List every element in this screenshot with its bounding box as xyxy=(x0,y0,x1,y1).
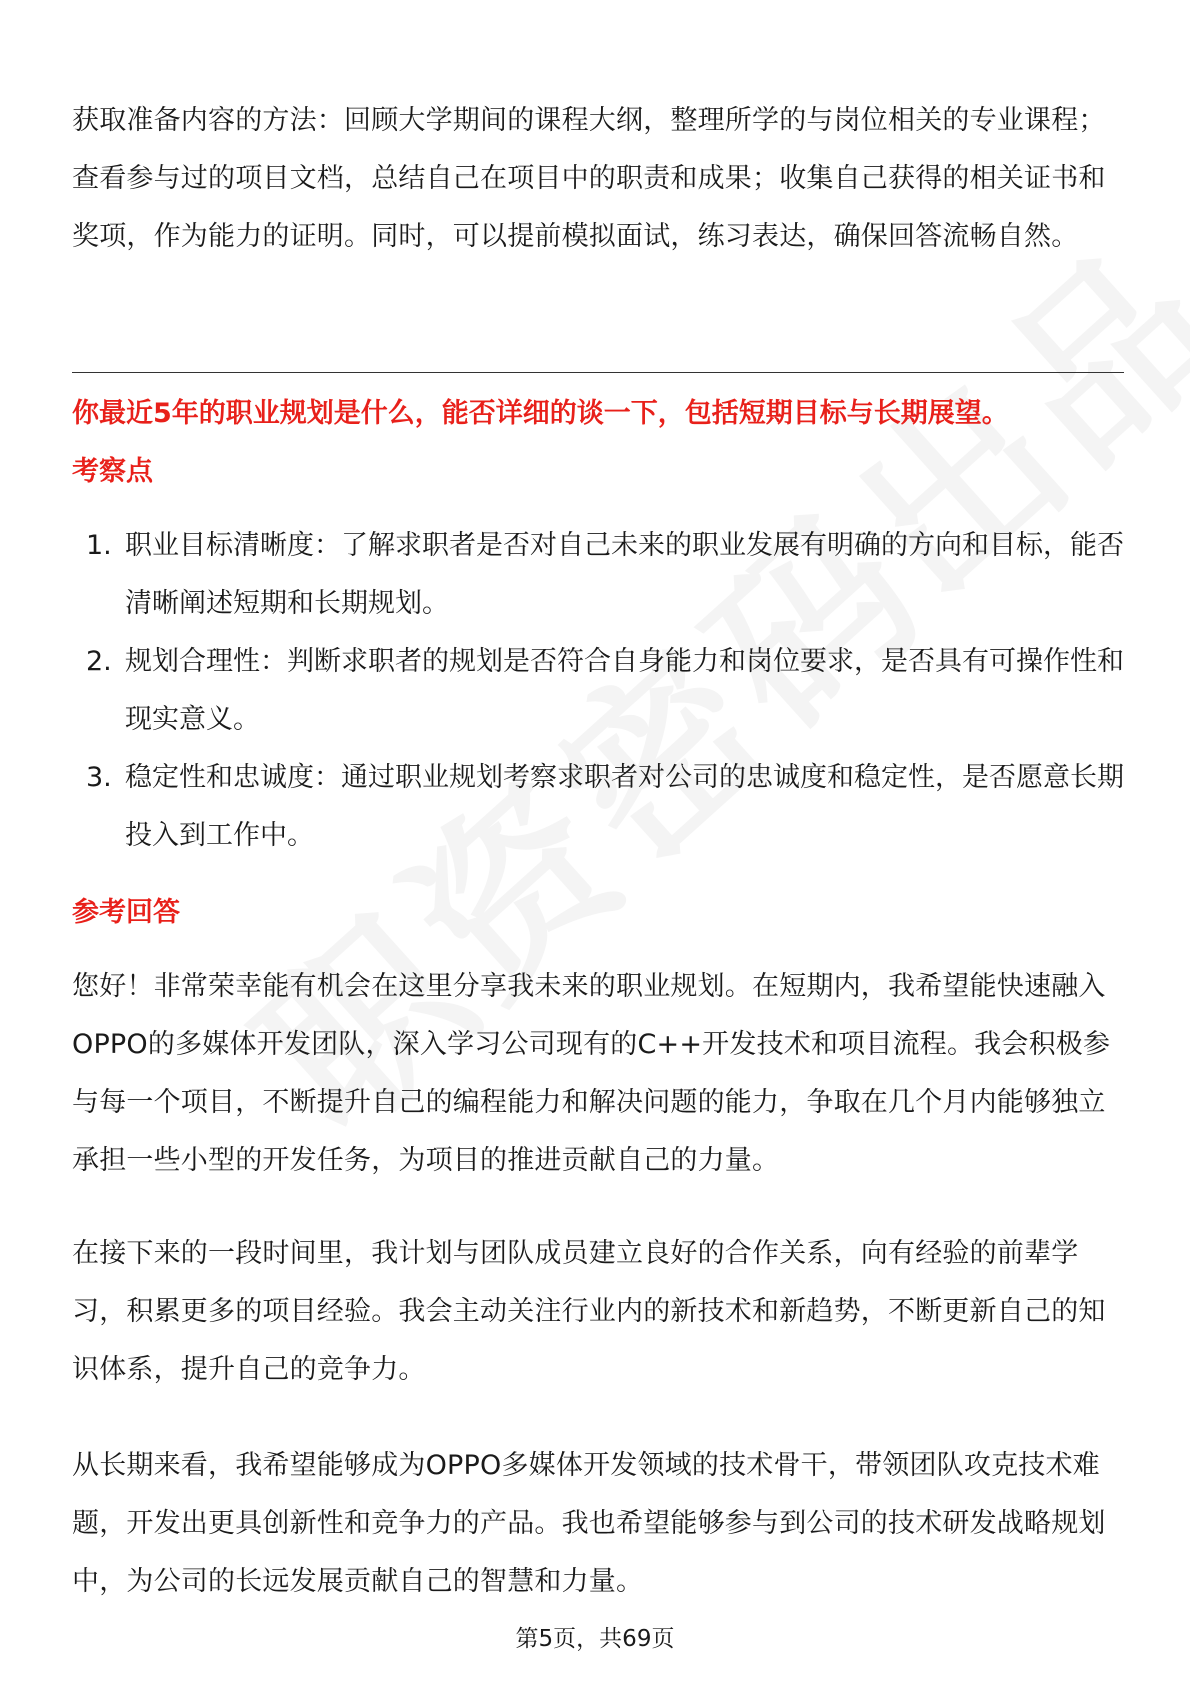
answer-paragraph-1: 您好！非常荣幸能有机会在这里分享我未来的职业规划。在短期内，我希望能快速融入OPPO的多媒体开发团队，深入学习公司现有的C++开发技术和项目流程。我会积极参与每一个项目，不断提升自己的编程能力和解决问题的能力，争取在几个月内能够独立承担一些小型的开发任务，为项目的推进贡献自己的力量。 xyxy=(72,971,1111,1176)
list-item xyxy=(72,749,1124,865)
list-number: 1. xyxy=(86,530,112,561)
points-heading: 考察点 xyxy=(72,456,153,487)
list-item xyxy=(72,633,1124,749)
answer-paragraph-2: 在接下来的一段时间里，我计划与团队成员建立良好的合作关系，向有经验的前辈学习，积累更多的项目经验。我会主动关注行业内的新技术和新趋势，不断更新自己的知识体系，提升自己的竞争力。 xyxy=(72,1238,1106,1385)
answer-paragraph-3: 从长期来看，我希望能够成为OPPO多媒体开发领域的技术骨干，带领团队攻克技术难题，开发出更具创新性和竞争力的产品。我也希望能够参与到公司的技术研发战略规划中，为公司的长远发展贡献自己的智慧和力量。 xyxy=(72,1450,1106,1597)
list-number: 2. xyxy=(86,646,112,677)
answer-heading: 参考回答 xyxy=(72,897,180,928)
list-item-text: 职业目标清晰度：了解求职者是否对自己未来的职业发展有明确的方向和目标，能否清晰阐述短期和长期规划。 xyxy=(125,530,1124,619)
interview-question: 你最近5年的职业规划是什么，能否详细的谈一下，包括短期目标与长期展望。 xyxy=(72,398,1009,429)
page-footer: 第5页，共69页 xyxy=(515,1626,675,1652)
list-number: 3. xyxy=(86,762,112,793)
intro-paragraph: 获取准备内容的方法：回顾大学期间的课程大纲，整理所学的与岗位相关的专业课程；查看参与过的项目文档，总结自己在项目中的职责和成果；收集自己获得的相关证书和奖项，作为能力的证明。同时，可以提前模拟面试，练习表达，确保回答流畅自然。 xyxy=(72,105,1106,252)
list-item-text: 稳定性和忠诚度：通过职业规划考察求职者对公司的忠诚度和稳定性，是否愿意长期投入到工作中。 xyxy=(125,762,1124,851)
points-list xyxy=(72,517,1124,865)
section-divider xyxy=(72,372,1124,373)
list-item-text: 规划合理性：判断求职者的规划是否符合自身能力和岗位要求，是否具有可操作性和现实意义。 xyxy=(125,646,1124,735)
list-item xyxy=(72,517,1124,633)
